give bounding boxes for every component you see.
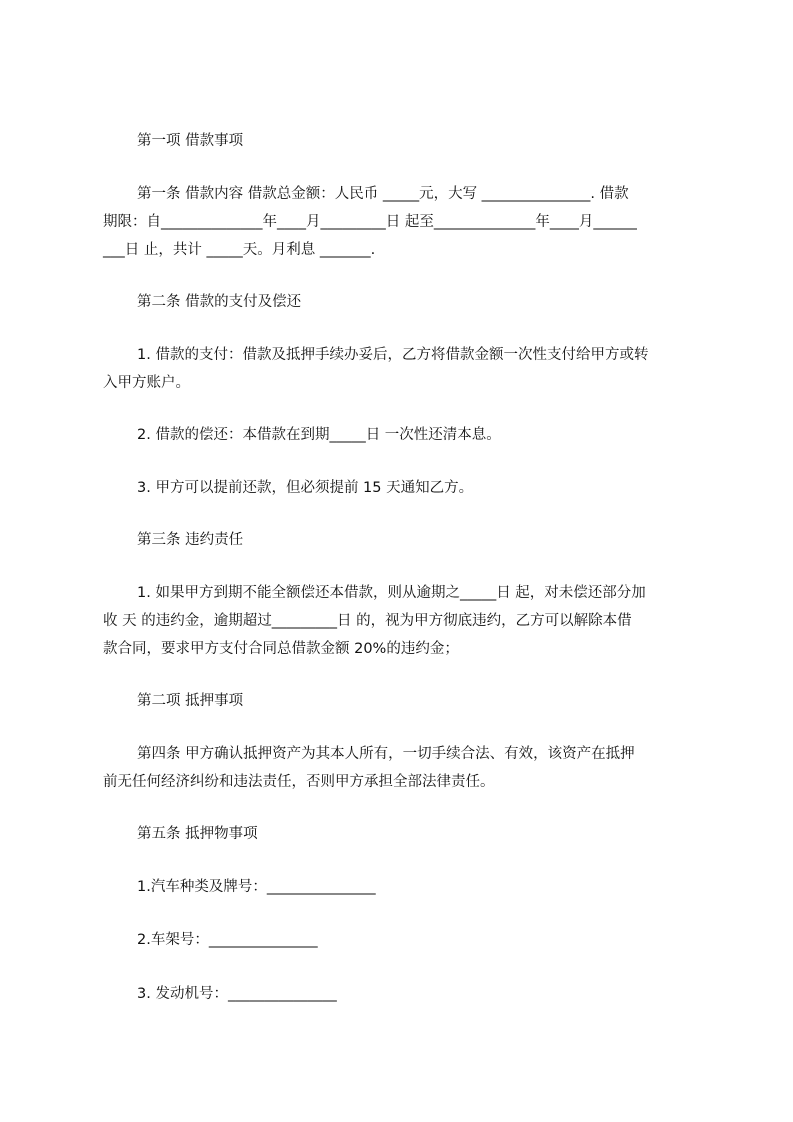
article3-item1-line2: 收 天 的违约金，逾期超过_________日 的，视为甲方彻底违约，乙方可以解除本借	[103, 613, 632, 629]
article5-title: 第五条 抵押物事项	[137, 826, 258, 842]
article2-item2: 2. 借款的偿还：本借款在到期_____日 一次性还清本息。	[137, 427, 501, 443]
article1-line2: 期限：自______________年____月_________日 起至______________年____月______	[103, 214, 637, 230]
article1-line1: 第一条 借款内容 借款总金额：人民币 _____元，大写 _______________. 借款	[137, 186, 629, 202]
article2-item3: 3. 甲方可以提前还款，但必须提前 15 天通知乙方。	[137, 480, 474, 496]
section-title-mortgage-matters: 第二项 抵押事项	[137, 693, 244, 709]
article5-item1: 1.汽车种类及牌号：_______________	[137, 879, 376, 895]
section-title-loan-matters: 第一项 借款事项	[137, 133, 244, 149]
article3-title: 第三条 违约责任	[137, 532, 244, 548]
article5-item2: 2.车架号：_______________	[137, 932, 318, 948]
article2-title: 第二条 借款的支付及偿还	[137, 294, 302, 310]
article3-item1-line3: 款合同，要求甲方支付合同总借款金额 20%的违约金；	[103, 641, 459, 657]
article5-item3: 3. 发动机号：_______________	[137, 986, 337, 1002]
article1-line3: ___日 止，共计 _____天。月利息 _______.	[103, 242, 376, 258]
article2-item1-line1: 1. 借款的支付：借款及抵押手续办妥后，乙方将借款金额一次性支付给甲方或转	[137, 347, 649, 363]
article4-line2: 前无任何经济纠纷和违法责任，否则甲方承担全部法律责任。	[103, 774, 495, 790]
article2-item1-line2: 入甲方账户。	[103, 375, 190, 391]
article4-line1: 第四条 甲方确认抵押资产为其本人所有，一切手续合法、有效，该资产在抵押	[137, 746, 635, 762]
article3-item1-line1: 1. 如果甲方到期不能全额偿还本借款，则从逾期之_____日 起，对未偿还部分加	[137, 585, 646, 601]
